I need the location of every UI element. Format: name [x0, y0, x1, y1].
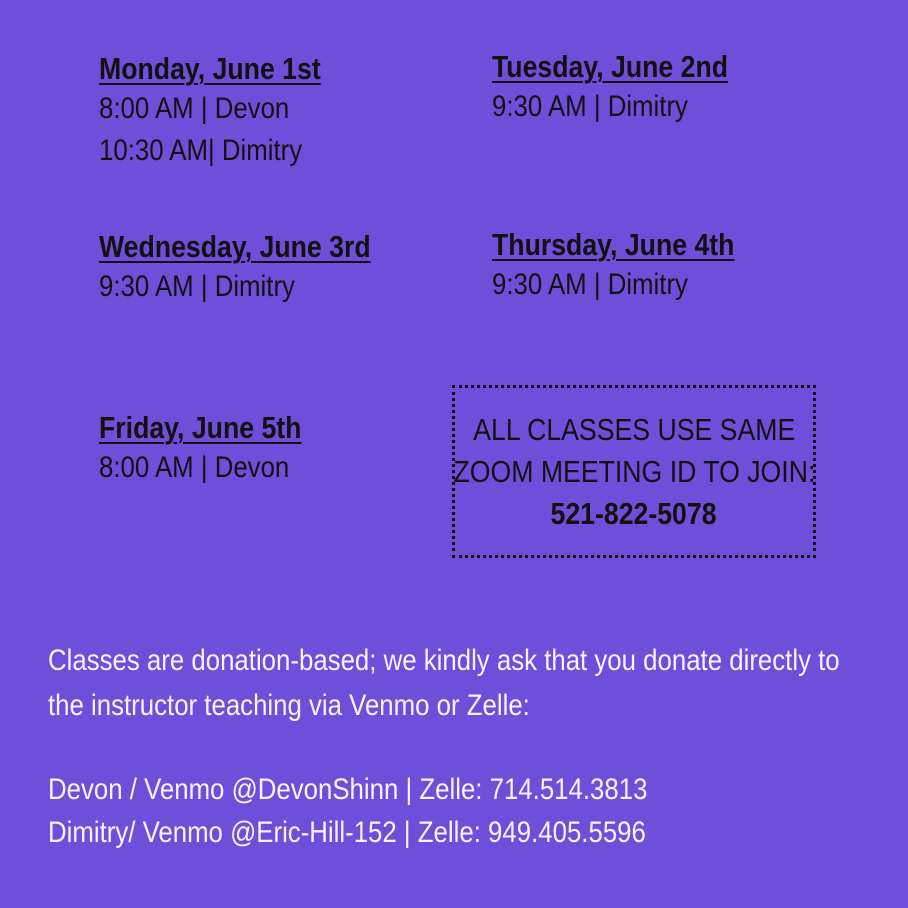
session-wednesday-1: 9:30 AM | Dimitry — [99, 270, 295, 303]
payment-devon: Devon / Venmo @DevonShinn | Zelle: 714.514.3813 — [48, 773, 648, 806]
day-block-wednesday — [99, 228, 415, 308]
day-title-tuesday: Tuesday, June 2nd — [492, 49, 729, 84]
meeting-info-line-2: ZOOM MEETING ID TO JOIN: — [453, 453, 815, 489]
session-friday-1: 8:00 AM | Devon — [99, 451, 290, 484]
payment-dimitry: Dimitry/ Venmo @Eric-Hill-152 | Zelle: 949.405.5596 — [48, 816, 646, 849]
session-tuesday-1: 9:30 AM | Dimitry — [492, 90, 688, 123]
day-title-friday: Friday, June 5th — [99, 410, 302, 445]
day-block-monday — [99, 50, 357, 172]
donation-info-line-1: Classes are donation-based; we kindly ask that you donate directly to — [48, 644, 840, 677]
session-monday-2: 10:30 AM| Dimitry — [99, 134, 303, 167]
session-monday-1: 8:00 AM | Devon — [99, 92, 290, 125]
session-thursday-1: 9:30 AM | Dimitry — [492, 268, 688, 301]
day-title-wednesday: Wednesday, June 3rd — [99, 229, 371, 264]
zoom-meeting-id: 521-822-5078 — [550, 495, 718, 531]
day-block-tuesday — [492, 48, 766, 128]
donation-info — [48, 638, 840, 728]
meeting-info-line-1: ALL CLASSES USE SAME — [472, 411, 796, 447]
zoom-meeting-box — [452, 385, 816, 558]
donation-info-line-2: the instructor teaching via Venmo or Zelle: — [48, 689, 530, 722]
day-title-monday: Monday, June 1st — [99, 51, 321, 86]
day-title-thursday: Thursday, June 4th — [492, 227, 735, 262]
day-block-friday — [99, 409, 334, 489]
day-block-thursday — [492, 226, 774, 306]
